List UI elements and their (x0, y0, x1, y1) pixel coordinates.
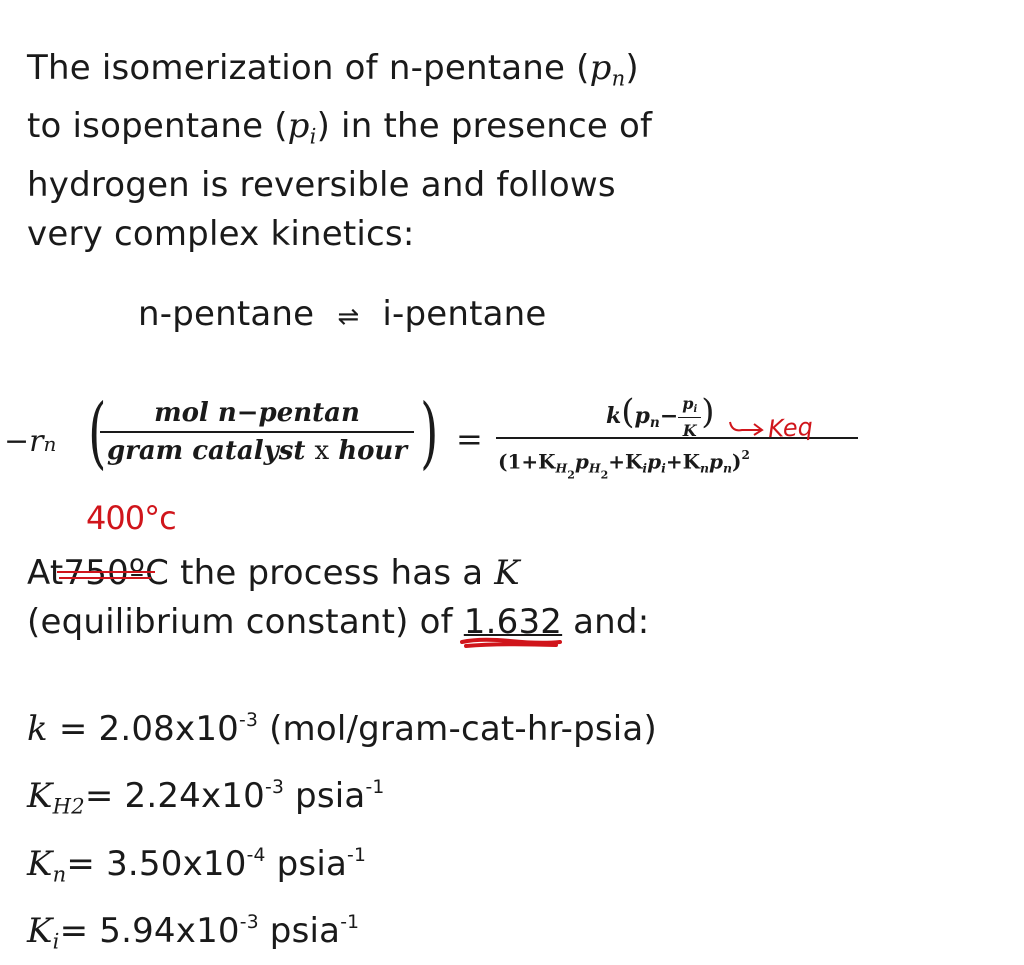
keq-annotation: Keq (767, 412, 814, 444)
rate-lhs: −rn (4, 424, 57, 459)
constant-kn: $K_n= 3.50x10^{-4}$ psia$^{-1}$ (27, 843, 367, 886)
rate-equation (4, 388, 874, 492)
rhs-numerator: $k(p_n-$ $\frac{p_i}{K}$ ) (606, 392, 715, 441)
intro-line-1: The isomerization of n-pentane $(p_n)$ (27, 48, 639, 91)
intro-line-2: to isopentane $(p_i)$ in the presence of (27, 106, 653, 149)
struck-temperature: 750ºC (63, 549, 169, 598)
right-paren: ) (420, 388, 439, 478)
intro-paragraph (27, 44, 727, 259)
product: i-pentane (382, 294, 547, 334)
constant-kh2: $K_{H2}= 2.24x10^{-3}$ psia$^{-1}$ (27, 776, 385, 819)
equals-sign: = (456, 420, 483, 458)
condition-paragraph (27, 549, 787, 647)
reaction-equation (138, 290, 547, 342)
condition-line-2: (equilibrium constant) of 1.632 and: (27, 598, 787, 647)
reactant: n-pentane (138, 294, 315, 334)
constant-ki: $K_i= 5.94x10^{-3}$ psia$^{-1}$ (27, 911, 360, 954)
equilibrium-arrow-icon: ⇌ (337, 302, 360, 332)
constants-list (27, 696, 657, 965)
temp-400-annotation: 400°c (86, 499, 176, 537)
rate-units-fraction (100, 398, 414, 466)
k-value: 1.632 (464, 598, 562, 647)
rhs-denominator: $(1+K_{H2}p_{H2}+K_ip_i+K_np_n)^2$ (498, 448, 750, 482)
condition-line-1: At750ºC the process has a K (27, 549, 787, 598)
intro-line-3: hydrogen is reversible and follows (27, 164, 616, 205)
left-paren: ( (88, 388, 107, 478)
units-denominator: gram catalyst x hour (106, 436, 408, 466)
constant-k: $k = 2.08x10^{-3}$ (mol/gram-cat-hr-psia) (27, 709, 657, 750)
keq-arrow-icon (728, 418, 768, 438)
intro-line-4: very complex kinetics: (27, 213, 415, 254)
units-numerator: mol n−pentan (100, 398, 414, 433)
